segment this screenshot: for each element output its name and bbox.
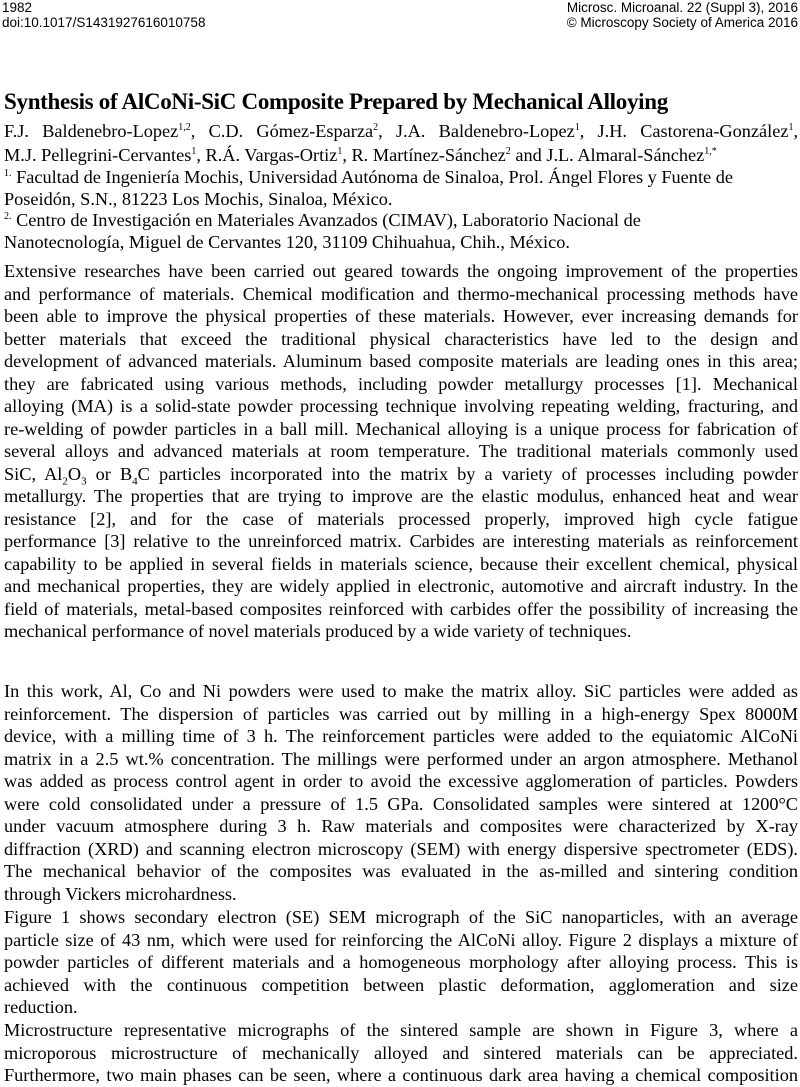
text-segment: alloying (MA) is a solid-state powder processing technique involving repeating welding, fracturing, and	[4, 396, 798, 416]
text-segment: better materials that exceed the traditional physical characteristics have led to the design and	[4, 328, 798, 349]
superscript: 1.	[4, 167, 12, 179]
text-segment: performance [3] relative to the unreinforced matrix. Carbides are interesting materials as reinforcement	[4, 531, 798, 551]
affiliation-line	[4, 232, 798, 254]
affiliations	[4, 167, 798, 253]
text-segment: F.J. Baldenebro-Lopez	[4, 121, 179, 141]
text-segment: development of advanced materials. Aluminum based composite materials are leading ones in this area;	[4, 351, 798, 371]
text-line	[4, 530, 798, 553]
text-segment: several alloys and advanced materials at room temperature. The traditional materials commonly used	[4, 441, 798, 461]
text-line	[4, 598, 798, 621]
text-line	[4, 748, 798, 771]
text-line	[4, 703, 798, 726]
text-segment: , C.D. Gómez-Esparza	[190, 121, 374, 141]
text-line	[4, 680, 798, 703]
text-segment: reduction.	[4, 997, 78, 1017]
text-segment: diffraction (XRD) and scanning electron microscopy (SEM) with energy dispersive spectrometer (EDS).	[4, 838, 798, 859]
text-line	[4, 328, 798, 351]
text-segment: through Vickers microhardness.	[4, 883, 237, 904]
paragraph-intro	[4, 260, 798, 643]
superscript: 1	[574, 121, 580, 133]
text-segment: device, with a milling time of 3 h. The reinforcement particles were added to the equiatomic AlCoNi	[4, 726, 798, 746]
text-line	[4, 620, 798, 643]
text-segment: under vacuum atmosphere during 3 h. Raw materials and composites were characterized by X-ray	[4, 816, 798, 836]
text-segment: microporous microstructure of mechanically alloyed and sintered materials can be appreciated.	[4, 1042, 798, 1063]
doi: doi:10.1017/S1431927616010758	[2, 15, 206, 30]
text-line	[4, 575, 798, 598]
text-segment: reinforcement. The dispersion of particles was carried out by milling in a high-energy Spex 8000M	[4, 703, 798, 724]
text-segment: ,	[793, 121, 798, 141]
text-segment: Centro de Investigación en Materiales Avanzados (CIMAV), Laboratorio Nacional de	[11, 210, 641, 230]
text-line	[4, 373, 798, 396]
text-segment: matrix in a 2.5 wt.% concentration. The millings were performed under an argon atmosphere. Methanol	[4, 748, 798, 769]
text-line	[4, 485, 798, 508]
text-line	[4, 725, 798, 748]
superscript: 2.	[4, 210, 12, 222]
subscript: 3	[81, 475, 87, 485]
copyright: © Microscopy Society of America 2016	[566, 15, 798, 30]
text-segment: they are fabricated using various methods, including powder metallurgy processes [1]. Mechanical	[4, 373, 798, 394]
text-line	[4, 838, 798, 861]
journal-citation: Microsc. Microanal. 22 (Suppl 3), 2016	[566, 0, 798, 15]
text-line	[4, 860, 798, 883]
text-segment: metallurgy. The properties that are trying to improve are the elastic modulus, enhanced heat and wear	[4, 486, 798, 506]
text-segment: Microstructure representative micrographs of the sintered sample are shown in Figure 3, where a	[4, 1020, 798, 1040]
text-line	[4, 996, 798, 1019]
text-line	[4, 1019, 798, 1042]
text-line	[4, 508, 798, 531]
text-line	[4, 770, 798, 793]
text-line	[4, 906, 798, 929]
text-segment: O	[67, 463, 82, 484]
superscript: 1	[788, 121, 794, 133]
text-segment: M.J. Pellegrini-Cervantes	[4, 144, 192, 165]
subscript: 4	[132, 475, 138, 485]
text-segment: and mechanical properties, they are widely applied in electronic, automotive and aircraft industry. In the	[4, 576, 798, 596]
text-segment: Extensive researches have been carried out geared towards the ongoing improvement of the properties	[4, 261, 798, 281]
text-line	[4, 283, 798, 306]
text-segment: was added as process control agent in order to avoid the excessive agglomeration of particles. Powders	[4, 771, 798, 791]
text-line	[4, 418, 798, 441]
superscript: 2	[505, 145, 511, 157]
text-line	[4, 305, 798, 328]
text-segment: The mechanical behavior of the composites was evaluated in the as-milled and sintering condition	[4, 861, 798, 881]
text-line	[4, 951, 798, 974]
text-segment: particle size of 43 nm, which were used for reinforcing the AlCoNi alloy. Figure 2 displays a mixture of	[4, 929, 798, 950]
affiliation-line	[4, 210, 798, 232]
affiliation-line	[4, 189, 798, 211]
author-line	[4, 144, 798, 168]
paragraph-microstructure	[4, 1019, 798, 1087]
text-segment: , J.H. Castorena-González	[579, 121, 789, 141]
text-segment: were cold consolidated under a pressure of 1.5 GPa. Consolidated samples were sintered at 1200°C	[4, 793, 798, 814]
text-segment: , R.Á. Vargas-Ortiz	[196, 144, 338, 165]
text-segment: SiC, Al	[4, 463, 63, 484]
text-segment: , J.A. Baldenebro-Lopez	[378, 121, 575, 141]
page-number: 1982	[2, 0, 33, 15]
text-segment: Poseidón, S.N., 81223 Los Mochis, Sinaloa, México.	[4, 188, 393, 209]
text-line	[4, 929, 798, 952]
text-line	[4, 883, 798, 906]
text-segment: achieved with the continuous competition between plastic deformation, agglomeration and size	[4, 974, 798, 995]
text-segment: re-welding of powder particles in a ball mill. Mechanical alloying is a unique process for fabrication of	[4, 418, 798, 439]
text-segment: resistance [2], and for the case of materials processed properly, improved high cycle fatigue	[4, 508, 798, 529]
text-segment: capability to be applied in several fields in materials science, because their excellent chemical, physical	[4, 553, 798, 574]
text-line	[4, 440, 798, 463]
paragraph-results	[4, 906, 798, 1019]
affiliation-line	[4, 167, 798, 189]
superscript: 1,*	[704, 145, 717, 157]
text-line	[4, 463, 798, 486]
text-line	[4, 793, 798, 816]
text-segment: Facultad de Ingeniería Mochis, Universidad Autónoma de Sinaloa, Prol. Ángel Flores y Fuente de	[11, 167, 733, 187]
paragraph-methods	[4, 680, 798, 905]
text-segment: mechanical performance of novel materials produced by a wide variety of techniques.	[4, 621, 632, 641]
text-segment: powder particles of different materials and a homogeneous morphology after alloying process. This is	[4, 952, 798, 972]
text-segment: Figure 1 shows secondary electron (SE) SEM micrograph of the SiC nanoparticles, with an average	[4, 907, 798, 927]
superscript: 1,2	[178, 121, 191, 133]
text-segment: been able to improve the physical properties of these materials. However, ever increasing demands for	[4, 306, 798, 326]
subscript: 2	[62, 475, 68, 485]
text-line	[4, 1042, 798, 1065]
text-segment: and J.L. Almaral-Sánchez	[510, 144, 705, 165]
text-line	[4, 974, 798, 997]
superscript: 2	[373, 121, 379, 133]
superscript: 1	[191, 145, 197, 157]
text-segment: Nanotecnología, Miguel de Cervantes 120, 31109 Chihuahua, Chih., México.	[4, 231, 570, 252]
text-line	[4, 553, 798, 576]
text-line	[4, 260, 798, 283]
text-line	[4, 395, 798, 418]
text-segment: or B	[86, 463, 133, 484]
text-segment: In this work, Al, Co and Ni powders were used to make the matrix alloy. SiC particles were added as	[4, 681, 798, 701]
text-line	[4, 1064, 798, 1087]
text-segment: C particles incorporated into the matrix by a variety of processes including powder	[137, 463, 798, 484]
paper-title: Synthesis of AlCoNi-SiC Composite Prepared by Mechanical Alloying	[4, 89, 668, 114]
text-line	[4, 350, 798, 373]
text-segment: Furthermore, two main phases can be seen, where a continuous dark area having a chemical composition	[4, 1065, 798, 1085]
text-segment: and performance of materials. Chemical modification and thermo-mechanical processing methods have	[4, 283, 798, 304]
author-list	[4, 120, 798, 167]
author-line	[4, 120, 798, 144]
superscript: 1	[337, 145, 343, 157]
text-segment: field of materials, metal-based composites reinforced with carbides offer the possibility of increasing the	[4, 598, 798, 619]
text-line	[4, 815, 798, 838]
text-segment: , R. Martínez-Sánchez	[342, 144, 506, 165]
